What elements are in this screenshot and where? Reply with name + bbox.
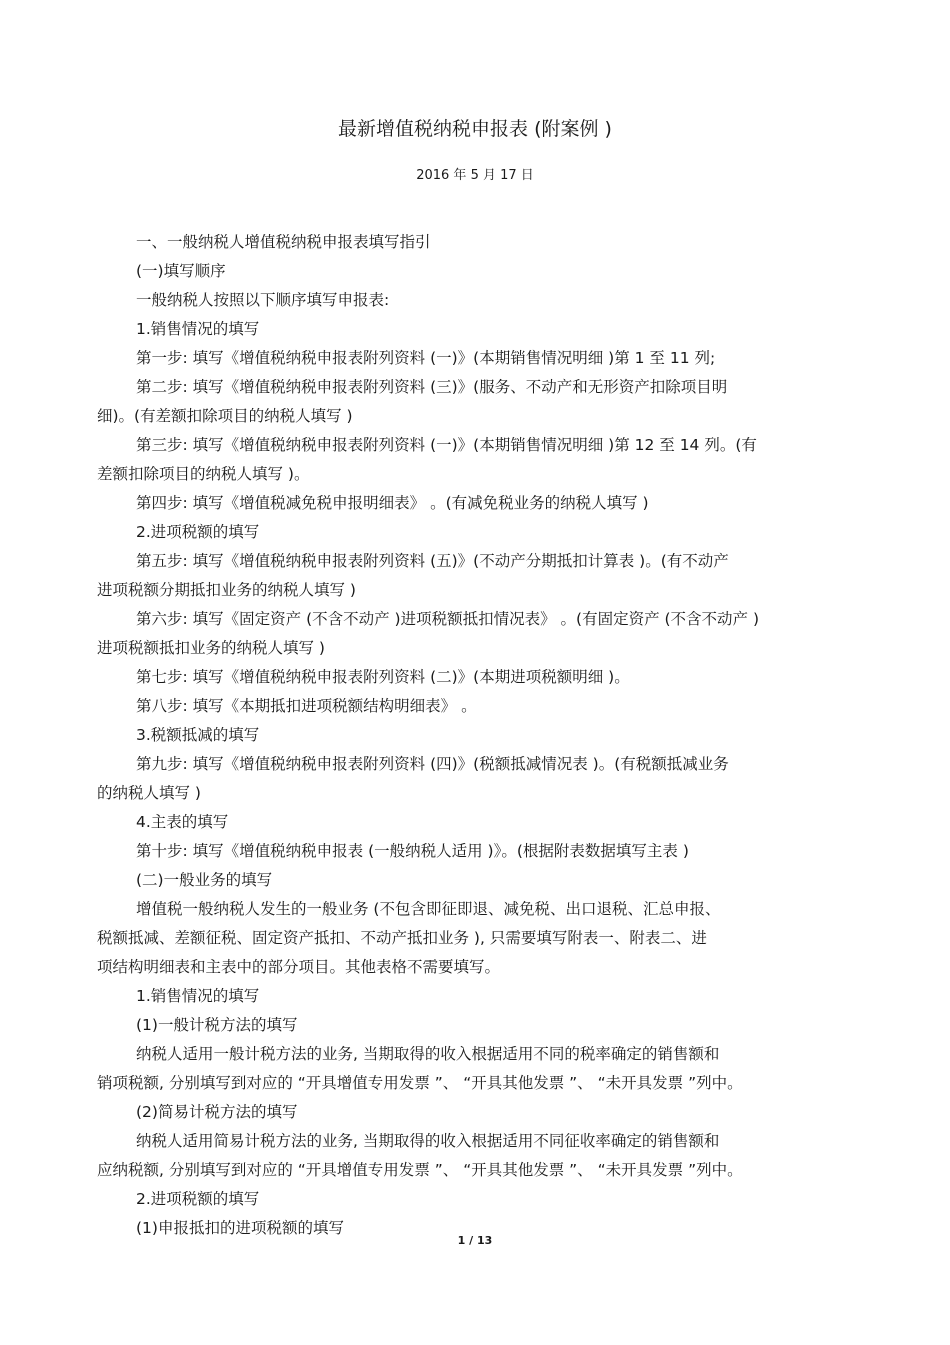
text-line: 第二步: 填写《增值税纳税申报表附列资料 (三)》(服务、不动产和无形资产扣除项目明: [136, 378, 728, 396]
text-line: 1.销售情况的填写: [136, 320, 260, 338]
page-title: 最新增值税纳税申报表 (附案例 ): [338, 118, 612, 140]
text-line: 应纳税额, 分别填写到对应的 “开具增值专用发票 ”、 “开具其他发票 ”、 “未开具发票 ”列中。: [97, 1161, 743, 1179]
text-line: 1.销售情况的填写: [136, 987, 260, 1005]
text-line: 2.进项税额的填写: [136, 523, 260, 541]
text-line: 第五步: 填写《增值税纳税申报表附列资料 (五)》(不动产分期抵扣计算表 )。(有不动产: [136, 552, 729, 570]
text-line: 第十步: 填写《增值税纳税申报表 (一般纳税人适用 )》。(根据附表数据填写主表 ): [136, 842, 689, 860]
document-date: 2016 年 5 月 17 日: [416, 168, 534, 183]
text-line: (二)一般业务的填写: [136, 871, 273, 889]
text-line: 第三步: 填写《增值税纳税申报表附列资料 (一)》(本期销售情况明细 )第 12 至 14 列。(有: [136, 436, 757, 454]
text-line: 第一步: 填写《增值税纳税申报表附列资料 (一)》(本期销售情况明细 )第 1 至 11 列;: [136, 349, 716, 367]
text-line: 2.进项税额的填写: [136, 1190, 260, 1208]
text-line: 税额抵减、差额征税、固定资产抵扣、不动产抵扣业务 ), 只需要填写附表一、附表二、进: [97, 929, 707, 947]
text-line: 进项税额分期抵扣业务的纳税人填写 ): [97, 581, 356, 599]
text-line: 第九步: 填写《增值税纳税申报表附列资料 (四)》(税额抵减情况表 )。(有税额抵减业务: [136, 755, 729, 773]
text-line: 差额扣除项目的纳税人填写 )。: [97, 465, 310, 483]
text-line: 第四步: 填写《增值税减免税申报明细表》 。(有减免税业务的纳税人填写 ): [136, 494, 649, 512]
document-body: [97, 228, 857, 1243]
text-line: (1)申报抵扣的进项税额的填写: [136, 1219, 344, 1237]
text-line: 第七步: 填写《增值税纳税申报表附列资料 (二)》(本期进项税额明细 )。: [136, 668, 630, 686]
text-line: 3.税额抵减的填写: [136, 726, 260, 744]
text-line: 一、一般纳税人增值税纳税申报表填写指引: [136, 233, 431, 251]
text-line: 纳税人适用简易计税方法的业务, 当期取得的收入根据适用不同征收率确定的销售额和: [136, 1132, 720, 1150]
text-line: 销项税额, 分别填写到对应的 “开具增值专用发票 ”、 “开具其他发票 ”、 “未开具发票 ”列中。: [97, 1074, 743, 1092]
text-line: 第八步: 填写《本期抵扣进项税额结构明细表》 。: [136, 697, 477, 715]
text-line: 进项税额抵扣业务的纳税人填写 ): [97, 639, 325, 657]
text-line: 第六步: 填写《固定资产 (不含不动产 )进项税额抵扣情况表》 。(有固定资产 (不含不动产 ): [136, 610, 760, 628]
text-line: 增值税一般纳税人发生的一般业务 (不包含即征即退、减免税、出口退税、汇总申报、: [136, 900, 721, 918]
text-line: 4.主表的填写: [136, 813, 229, 831]
text-line: 一般纳税人按照以下顺序填写申报表:: [136, 291, 390, 309]
page-number: 1 / 13: [457, 1234, 493, 1247]
text-line: (1)一般计税方法的填写: [136, 1016, 298, 1034]
text-line: (一)填写顺序: [136, 262, 226, 280]
text-line: 的纳税人填写 ): [97, 784, 201, 802]
text-line: (2)简易计税方法的填写: [136, 1103, 298, 1121]
text-line: 纳税人适用一般计税方法的业务, 当期取得的收入根据适用不同的税率确定的销售额和: [136, 1045, 720, 1063]
text-line: 细)。(有差额扣除项目的纳税人填写 ): [97, 407, 353, 425]
text-line: 项结构明细表和主表中的部分项目。其他表格不需要填写。: [97, 958, 501, 976]
